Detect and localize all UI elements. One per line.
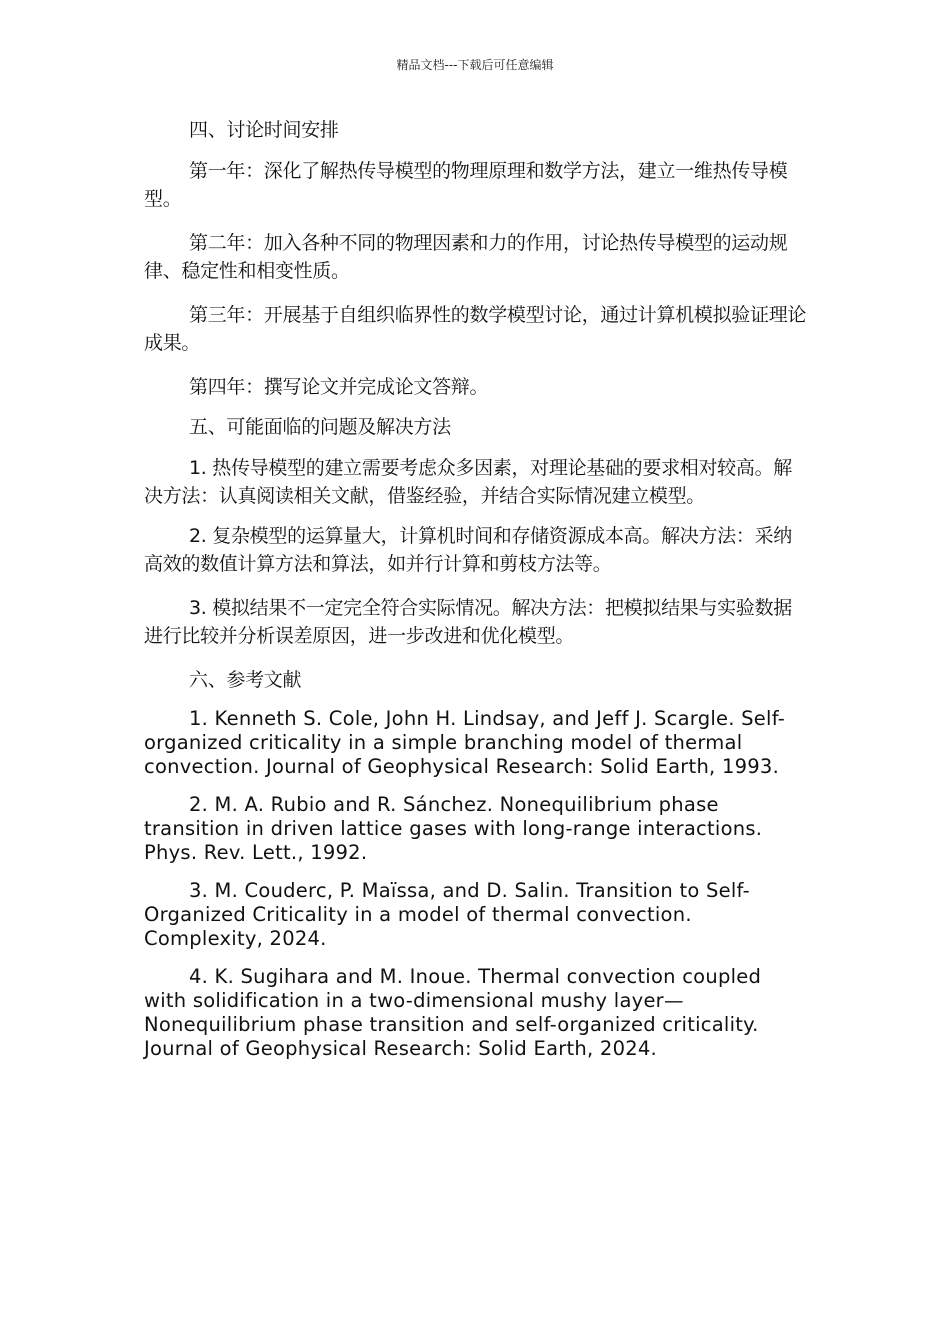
schedule-year-4: 第四年：撰写论文并完成论文答辩。 bbox=[189, 376, 489, 398]
schedule-year-2: 第二年：加入各种不同的物理因素和力的作用，讨论热传导模型的运动规律、稳定性和相变性质。 bbox=[144, 232, 788, 282]
schedule-year-3: 第三年：开展基于自组织临界性的数学模型讨论，通过计算机模拟验证理论成果。 bbox=[144, 304, 807, 354]
reference-item-3: 3. M. Couderc, P. Maïssa, and D. Salin. Transition to Self-Organized Criticality in a model of thermal convection. Complexity, 2024. bbox=[144, 879, 750, 950]
problem-item-1: 1. 热传导模型的建立需要考虑众多因素，对理论基础的要求相对较高。解决方法：认真阅读相关文献，借鉴经验，并结合实际情况建立模型。 bbox=[144, 457, 792, 507]
section-heading-references: 六、参考文献 bbox=[189, 669, 302, 691]
schedule-year-1: 第一年：深化了解热传导模型的物理原理和数学方法，建立一维热传导模型。 bbox=[144, 160, 788, 210]
section-heading-schedule: 四、讨论时间安排 bbox=[189, 119, 339, 141]
reference-item-4: 4. K. Sugihara and M. Inoue. Thermal convection coupled with solidification in a two-dimensional mushy layer—Nonequilibrium phase transition and self-organized criticality. Journal of Geophysical Research: Solid Earth, 2024. bbox=[144, 965, 762, 1060]
section-heading-problems: 五、可能面临的问题及解决方法 bbox=[189, 416, 451, 438]
reference-item-1: 1. Kenneth S. Cole, John H. Lindsay, and Jeff J. Scargle. Self-organized criticality in a simple branching model of thermal convection. Journal of Geophysical Research: Solid Earth, 1993. bbox=[144, 707, 786, 778]
document-body bbox=[144, 116, 808, 1075]
problem-item-2: 2. 复杂模型的运算量大，计算机时间和存储资源成本高。解决方法：采纳高效的数值计算方法和算法，如并行计算和剪枝方法等。 bbox=[144, 525, 792, 575]
problem-item-3: 3. 模拟结果不一定完全符合实际情况。解决方法：把模拟结果与实验数据进行比较并分析误差原因，进一步改进和优化模型。 bbox=[144, 597, 792, 647]
page-header: 精品文档---下载后可任意编辑 bbox=[396, 58, 554, 72]
reference-item-2: 2. M. A. Rubio and R. Sánchez. Nonequilibrium phase transition in driven lattice gases with long-range interactions. Phys. Rev. Lett., 1992. bbox=[144, 793, 763, 864]
